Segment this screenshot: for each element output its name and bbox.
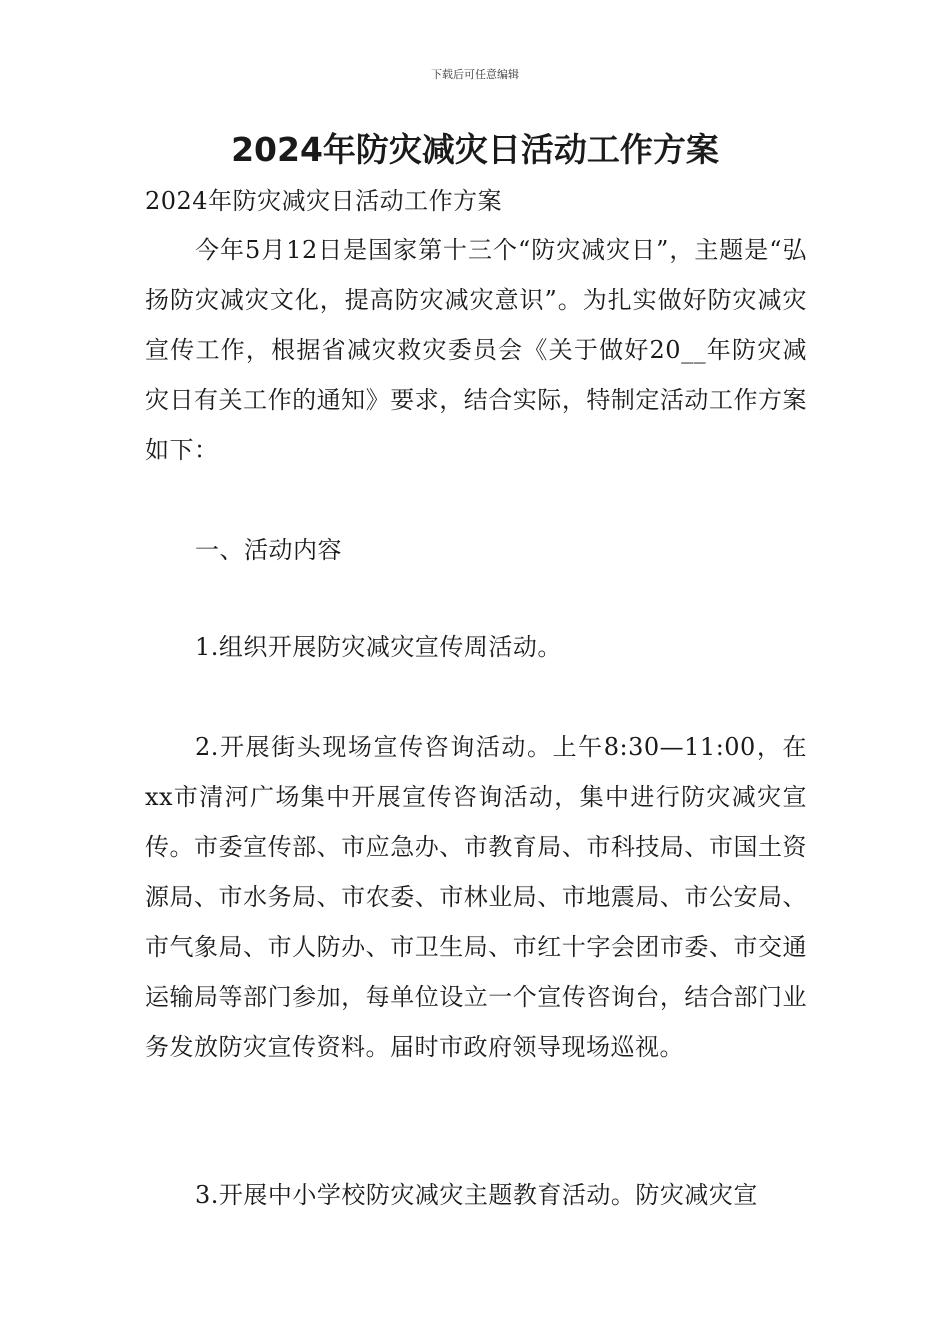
document-subtitle: 2024年防灾减灾日活动工作方案	[145, 187, 503, 215]
list-item-1: 1.组织开展防灾减灾宣传周活动。	[195, 633, 562, 661]
list-item-2: 2.开展街头现场宣传咨询活动。上午8:30—11:00，在xx市清河广场集中开展宣传咨询活动，集中进行防灾减灾宣传。市委宣传部、市应急办、市教育局、市科技局、市国土资源局、市水务局、市农委、市林业局、市地震局、市公安局、市气象局、市人防办、市卫生局、市红十字会团市委、市交通运输局等部门参加，每单位设立一个宣传咨询台，结合部门业务发放防灾宣传资料。届时市政府领导现场巡视。	[145, 733, 807, 1061]
intro-paragraph: 今年5月12日是国家第十三个“防灾减灾日”，主题是“弘扬防灾减灾文化，提高防灾减灾意识”。为扎实做好防灾减灾宣传工作，根据省减灾救灾委员会《关于做好20__年防灾减灾日有关工作的通知》要求，结合实际，特制定活动工作方案如下：	[145, 236, 807, 464]
list-item-3: 3.开展中小学校防灾减灾主题教育活动。防灾减灾宣	[195, 1181, 758, 1209]
section-heading-activity-content: 一、活动内容	[195, 536, 342, 564]
document-title: 2024年防灾减灾日活动工作方案	[231, 130, 719, 169]
header-note: 下载后可任意编辑	[431, 68, 519, 81]
